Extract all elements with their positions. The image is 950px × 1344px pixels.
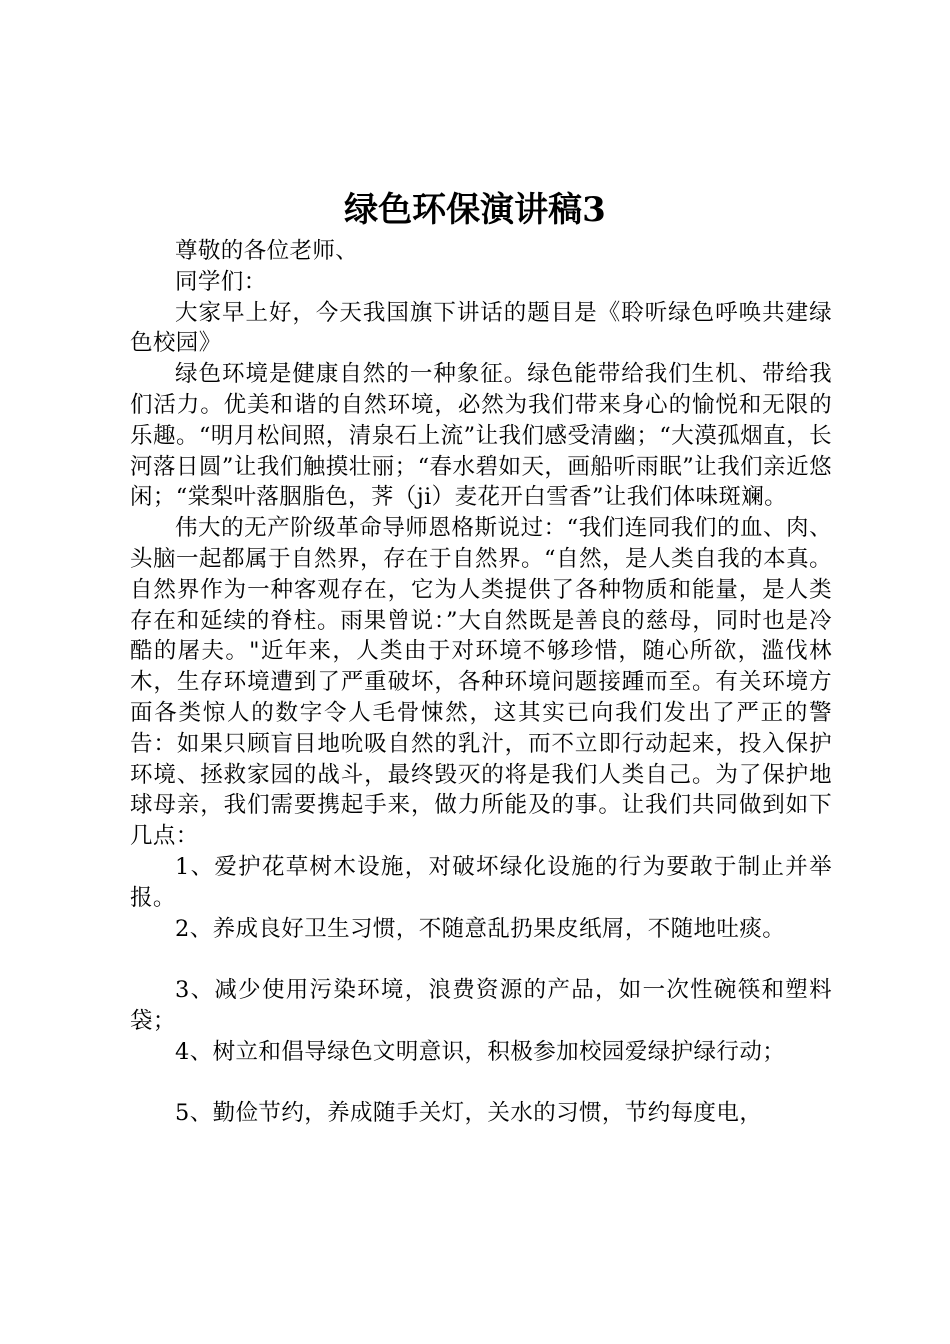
document-body: [130, 236, 832, 1129]
list-item-1: 1、爱护花草树木设施，对破坏绿化设施的行为要敢于制止并举报。: [130, 853, 832, 911]
list-item-4: 4、树立和倡导绿色文明意识，积极参加校园爱绿护绿行动；: [175, 1038, 786, 1065]
paragraph-engels-quote: 伟大的无产阶级革命导师恩格斯说过：“我们连同我们的血、肉、头脑一起都属于自然界，存在于自然界。“自然，是人类自我的本真。自然界作为一种客观存在，它为人类提供了各种物质和能量，是人类存在和延续的脊柱。雨果曾说：”大自然既是善良的慈母，同时也是冷酷的屠夫。"近年来，人类由于对环境不够珍惜，随心所欲，滥伐林木，生存环境遭到了严重破坏，各种环境问题接踵而至。有关环境方面各类惊人的数字令人毛骨悚然，这其实已向我们发出了严正的警告：如果只顾盲目地吮吸自然的乳汁，而不立即行动起来，投入保护环境、拯救家园的战斗，最终毁灭的将是我们人类自己。为了保护地球母亲，我们需要携起手来，做力所能及的事。让我们共同做到如下几点：: [130, 515, 832, 850]
list-item-3: 3、减少使用污染环境，浪费资源的产品，如一次性碗筷和塑料袋；: [130, 977, 832, 1034]
paragraph-salutation-2: 同学们：: [175, 268, 267, 295]
list-item-2: 2、养成良好卫生习惯，不随意乱扔果皮纸屑，不随地吐痰。: [175, 915, 786, 942]
paragraph-salutation-1: 尊敬的各位老师、: [175, 238, 359, 264]
paragraph-greeting: 大家早上好，今天我国旗下讲话的题目是《聆听绿色呼唤共建绿色校园》: [130, 299, 832, 357]
document-title: 绿色环保演讲稿3: [344, 190, 606, 230]
paragraph-green-environment: 绿色环境是健康自然的一种象征。绿色能带给我们生机、带给我们活力。优美和谐的自然环境，必然为我们带来身心的愉悦和无限的乐趣。“明月松间照，清泉石上流”让我们感受清幽；“大漠孤烟直，长河落日圆”让我们触摸壮丽；“春水碧如天，画船听雨眠”让我们亲近悠闲；“棠梨叶落胭脂色，荠（ji）麦花开白雪香”让我们体味斑斓。: [130, 361, 832, 511]
list-item-5: 5、勤俭节约，养成随手关灯，关水的习惯，节约每度电，: [175, 1100, 763, 1127]
